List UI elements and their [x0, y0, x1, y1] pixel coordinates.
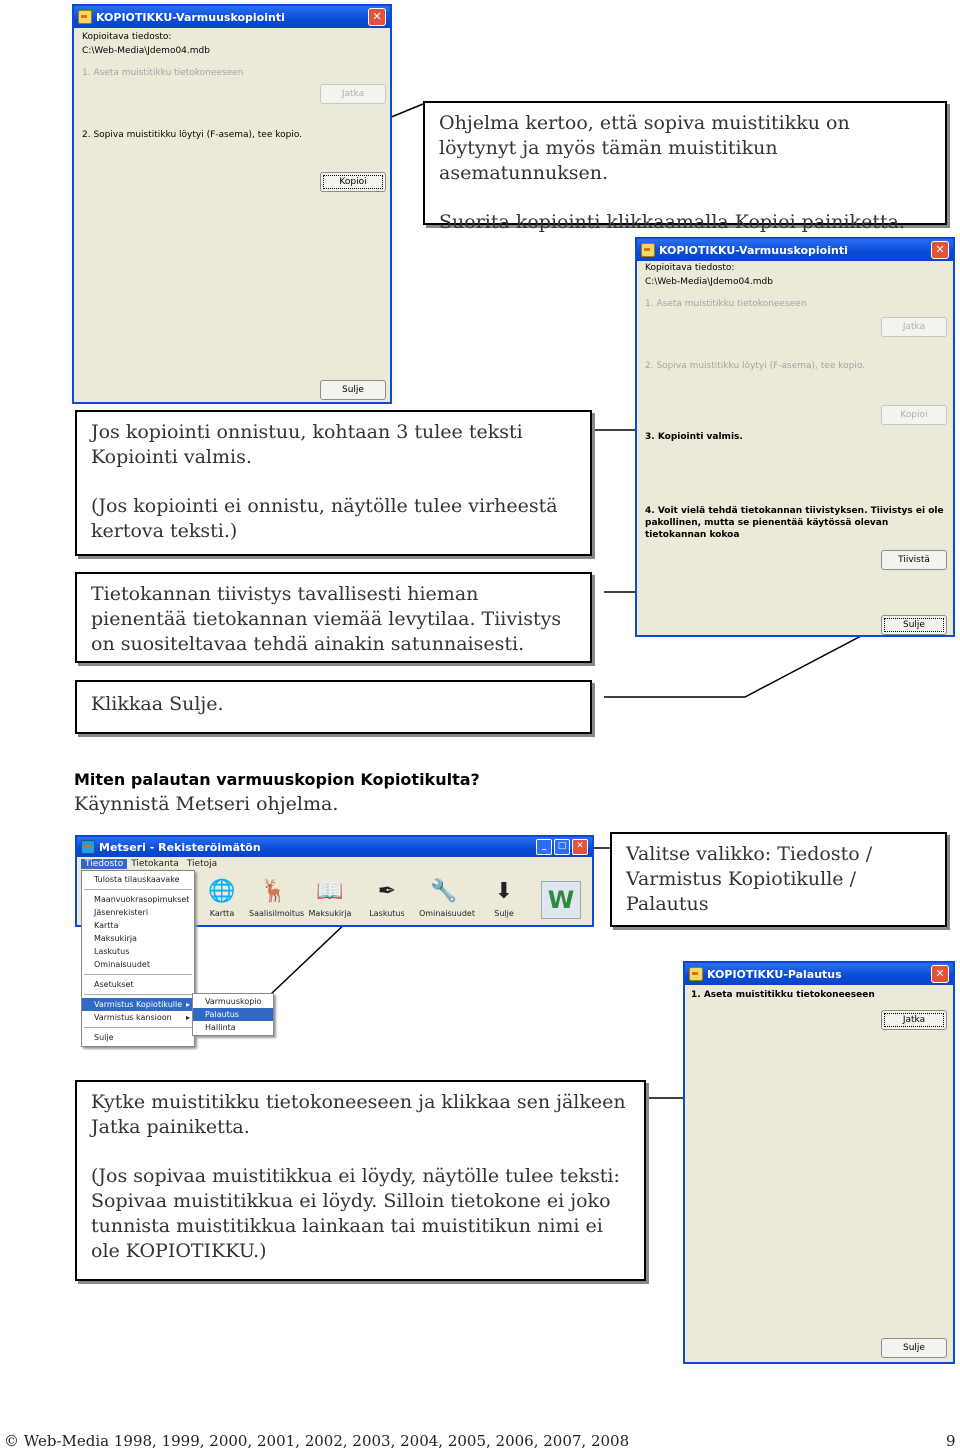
dialog-titlebar: [74, 6, 390, 28]
close-button[interactable]: Sulje: [881, 1338, 947, 1358]
toolbar-kartta-button[interactable]: 🌐 Kartta: [197, 875, 247, 923]
close-button[interactable]: Sulje: [320, 380, 386, 400]
globe-icon: 🌐: [208, 879, 236, 904]
copy-button[interactable]: Kopioi: [881, 405, 947, 425]
callout-text: Ohjelma kertoo, että sopiva muistitikku on löytynyt ja myös tämän muistitikun asematunnuksen.: [439, 112, 850, 184]
callout-text: Tietokannan tiivistys tavallisesti hieman pienentää tietokannan viemää levytilaa. Tiivistys on suositeltavaa tehdä ainakin satunnaisesti.: [91, 583, 562, 655]
dialog-titlebar: [685, 963, 953, 985]
menu-separator: [84, 994, 192, 995]
callout-copy-done: [75, 410, 592, 556]
varmistus-submenu: [192, 993, 274, 1036]
close-icon[interactable]: ✕: [368, 8, 386, 26]
metseri-titlebar: [77, 837, 592, 857]
callout-close: [75, 680, 592, 734]
step2-label: 2. Sopiva muistitikku löytyi (F-asema), tee kopio.: [645, 361, 866, 371]
minimize-icon[interactable]: _: [536, 839, 552, 855]
metseri-title: Metseri - Rekisteröimätön: [99, 840, 261, 854]
step2-label: 2. Sopiva muistitikku löytyi (F-asema), tee kopio.: [82, 130, 303, 140]
file-label: Kopioitava tiedosto:: [645, 263, 735, 273]
callout-text: Jos kopiointi onnistuu, kohtaan 3 tulee teksti Kopiointi valmis.: [91, 421, 523, 468]
file-path: C:\Web-Media\Jdemo04.mdb: [645, 277, 773, 287]
menu-item-maanvuokra[interactable]: Maanvuokrasopimukset: [94, 895, 190, 904]
menu-item-kartta[interactable]: Kartta: [94, 921, 119, 930]
kopiotikku-dialog-copy-done: [635, 237, 955, 637]
continue-button[interactable]: Jatka: [881, 317, 947, 337]
step3-label: 3. Kopiointi valmis.: [645, 432, 743, 442]
menu-separator: [84, 1027, 192, 1028]
menu-item-tulosta[interactable]: Tulosta tilauskaavake: [94, 875, 180, 884]
kopiotikku-dialog-copy-found: [72, 4, 392, 404]
compact-button[interactable]: Tiivistä: [881, 550, 947, 570]
step1-label: 1. Aseta muistitikku tietokoneeseen: [82, 68, 244, 78]
callout-text: Kytke muistitikku tietokoneeseen ja klikkaa sen jälkeen Jatka painiketta.: [91, 1091, 626, 1138]
menu-item-asetukset[interactable]: Asetukset: [94, 980, 134, 989]
copy-button[interactable]: Kopioi: [320, 172, 386, 192]
wrench-icon: 🔧: [430, 879, 458, 904]
toolbar-sulje-button[interactable]: ⬇ Sulje: [479, 875, 529, 923]
callout-text: Valitse valikko: Tiedosto / Varmistus Kopiotikulle / Palautus: [626, 843, 873, 915]
menu-tietoja[interactable]: Tietoja: [186, 859, 218, 869]
section-subtext: Käynnistä Metseri ohjelma.: [74, 793, 339, 815]
menu-item-maksukirja[interactable]: Maksukirja: [94, 934, 137, 943]
menu-item-varmistus-kopiotikulle[interactable]: Varmistus Kopiotikulle ▸: [82, 998, 194, 1011]
toolbar-ominaisuudet-button[interactable]: 🔧 Ominaisuudet: [419, 875, 469, 923]
menu-item-ominaisuudet[interactable]: Ominaisuudet: [94, 960, 150, 969]
metseri-menubar: [77, 857, 592, 871]
step1-label: 1. Aseta muistitikku tietokoneeseen: [645, 299, 807, 309]
file-label: Kopioitava tiedosto:: [82, 32, 172, 42]
book-icon: 📖: [316, 879, 344, 904]
exit-arrow-icon: ⬇: [494, 879, 514, 904]
menu-tiedosto[interactable]: Tiedosto: [81, 859, 127, 869]
dialog-title: KOPIOTIKKU-Varmuuskopiointi: [659, 243, 848, 257]
metseri-logo: W: [541, 881, 581, 919]
menu-item-laskutus[interactable]: Laskutus: [94, 947, 130, 956]
callout-text: Suorita kopiointi klikkaamalla Kopioi painiketta.: [439, 211, 905, 233]
footer-copyright: © Web-Media 1998, 1999, 2000, 2001, 2002, 2003, 2004, 2005, 2006, 2007, 2008: [4, 1432, 630, 1450]
callout-text: Klikkaa Sulje.: [91, 693, 224, 715]
close-button[interactable]: Sulje: [881, 615, 947, 635]
close-icon[interactable]: ✕: [931, 965, 949, 983]
continue-button[interactable]: Jatka: [881, 1010, 947, 1030]
submenu-item-varmuuskopio[interactable]: Varmuuskopio: [205, 997, 262, 1006]
menu-separator: [84, 974, 192, 975]
pen-icon: ✒: [377, 879, 397, 904]
app-icon: [78, 10, 92, 24]
submenu-item-hallinta[interactable]: Hallinta: [205, 1023, 236, 1032]
close-icon[interactable]: ✕: [572, 839, 588, 855]
callout-restore-instructions: [75, 1080, 646, 1281]
dialog-title: KOPIOTIKKU-Palautus: [707, 967, 842, 981]
step1-label: 1. Aseta muistitikku tietokoneeseen: [691, 990, 875, 1000]
dialog-titlebar: [637, 239, 953, 261]
menu-separator: [84, 889, 192, 890]
page-number: 9: [946, 1432, 956, 1450]
app-icon: [689, 967, 703, 981]
maximize-icon[interactable]: □: [554, 839, 570, 855]
toolbar-saalisilmoitus-button[interactable]: 🦌 Saalisilmoitus: [249, 875, 299, 923]
close-icon[interactable]: ✕: [931, 241, 949, 259]
continue-button[interactable]: Jatka: [320, 84, 386, 104]
callout-text: (Jos sopivaa muistitikkua ei löydy, näytölle tulee teksti: Sopivaa muistitikkua ei löydy. Silloin tietokone ei joko tunnista muistitikkua lainkaan tai muistitikun nimi ei ole KOPIOTIKKU.): [91, 1165, 620, 1262]
kopiotikku-restore-dialog: [683, 961, 955, 1364]
toolbar-laskutus-button[interactable]: ✒ Laskutus: [362, 875, 412, 923]
menu-item-jasenrekisteri[interactable]: Jäsenrekisteri: [94, 908, 149, 917]
metseri-app-icon: [81, 840, 95, 854]
file-path: C:\Web-Media\Jdemo04.mdb: [82, 46, 210, 56]
submenu-arrow-icon: ▸: [185, 1000, 190, 1009]
section-heading: Miten palautan varmuuskopion Kopiotikulta?: [74, 770, 480, 789]
step4-label: 4. Voit vielä tehdä tietokannan tiivistyksen. Tiivistys ei ole pakollinen, mutta se pienentää käytössä olevan tietokannan kokoa: [645, 506, 944, 540]
callout-compact: [75, 572, 592, 663]
app-icon: [641, 243, 655, 257]
file-menu: [81, 870, 195, 1047]
callout-text: (Jos kopiointi ei onnistu, näytölle tulee virheestä kertova teksti.): [91, 495, 558, 542]
callout-select-menu: [610, 832, 947, 927]
toolbar-maksukirja-button[interactable]: 📖 Maksukirja: [305, 875, 355, 923]
callout-copy-found: [423, 101, 947, 233]
menu-tietokanta[interactable]: Tietokanta: [131, 859, 179, 869]
menu-item-sulje[interactable]: Sulje: [94, 1033, 114, 1042]
menu-item-varmistus-kansioon[interactable]: Varmistus kansioon ▸: [94, 1013, 190, 1022]
submenu-item-palautus[interactable]: Palautus: [193, 1008, 273, 1021]
dialog-title: KOPIOTIKKU-Varmuuskopiointi: [96, 10, 285, 24]
submenu-arrow-icon: ▸: [185, 1013, 190, 1022]
moose-icon: 🦌: [260, 879, 288, 904]
